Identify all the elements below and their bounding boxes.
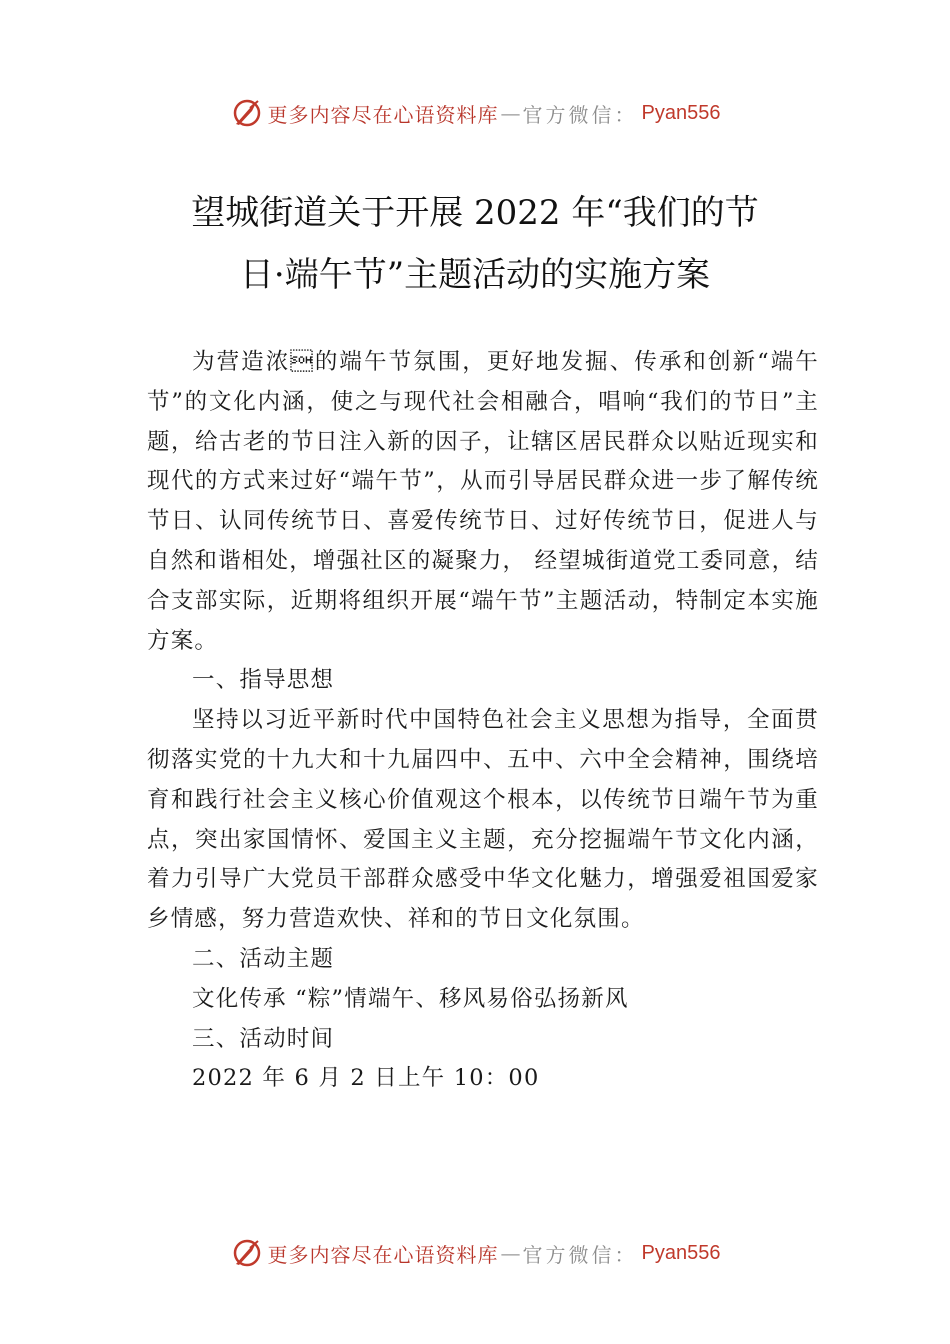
watermark-dash: — <box>500 101 521 125</box>
title-line-2: 日·端午节”主题活动的实施方案 <box>239 255 711 295</box>
pen-logo-icon <box>230 96 264 130</box>
watermark-wechat-label: 官方微信： <box>522 102 638 127</box>
watermark-site-text: 更多内容尽在心语资料库 <box>267 1242 499 1267</box>
section-1-body: 坚持以习近平新时代中国特色社会主义思想为指导，全面贯彻落实党的十九大和十九届四中、五中、六中全会精神，围绕培育和践行社会主义核心价值观这个根本，以传统节日端午节为重点，突出家国情怀、爱国主义主题，充分挖掘端午节文化内涵，着力引导广大党员干部群众感受中华文化魅力，增强爱祖国爱家乡情感，努力营造欢快、祥和的节日文化氛围。 <box>147 707 819 933</box>
document-body <box>147 343 819 1099</box>
section-3-heading: 三、活动时间 <box>192 1025 335 1052</box>
watermark-wechat-label: 官方微信： <box>522 1242 638 1267</box>
watermark-header <box>0 96 950 130</box>
watermark-wechat-id: Pyan556 <box>641 1241 721 1264</box>
section-1-heading: 一、指导思想 <box>192 667 335 694</box>
intro-paragraph: 为营造浓的端午节氛围，更好地发掘、传承和创新“端午节”的文化内涵，使之与现代社会相融合，唱响“我们的节日”主题，给古老的节日注入新的因子，让辖区居民群众以贴近现实和现代的方式来过好“端午节”，从而引导居民群众进一步了解传统节日、认同传统节日、喜爱传统节日、过好传统节日，促进人与自然和谐相处，增强社区的凝聚力， 经望城街道党工委同意，结合支部实际，近期将组织开展“端午节”主题活动，特制定本实施方案。 <box>147 349 819 654</box>
watermark-wechat-id: Pyan556 <box>641 101 721 124</box>
section-2-body: 文化传承 “粽”情端午、移风易俗弘扬新风 <box>192 985 629 1012</box>
watermark-site-text: 更多内容尽在心语资料库 <box>267 102 499 127</box>
section-3-body: 2022 年 6 月 2 日上午 10：00 <box>192 1065 540 1092</box>
document-title <box>0 182 950 306</box>
title-line-1: 望城街道关于开展 2022 年“我们的节 <box>191 193 759 233</box>
section-2-heading: 二、活动主题 <box>192 945 335 972</box>
watermark-footer <box>0 1236 950 1270</box>
pen-logo-icon <box>230 1236 264 1270</box>
watermark-dash: — <box>500 1241 521 1265</box>
